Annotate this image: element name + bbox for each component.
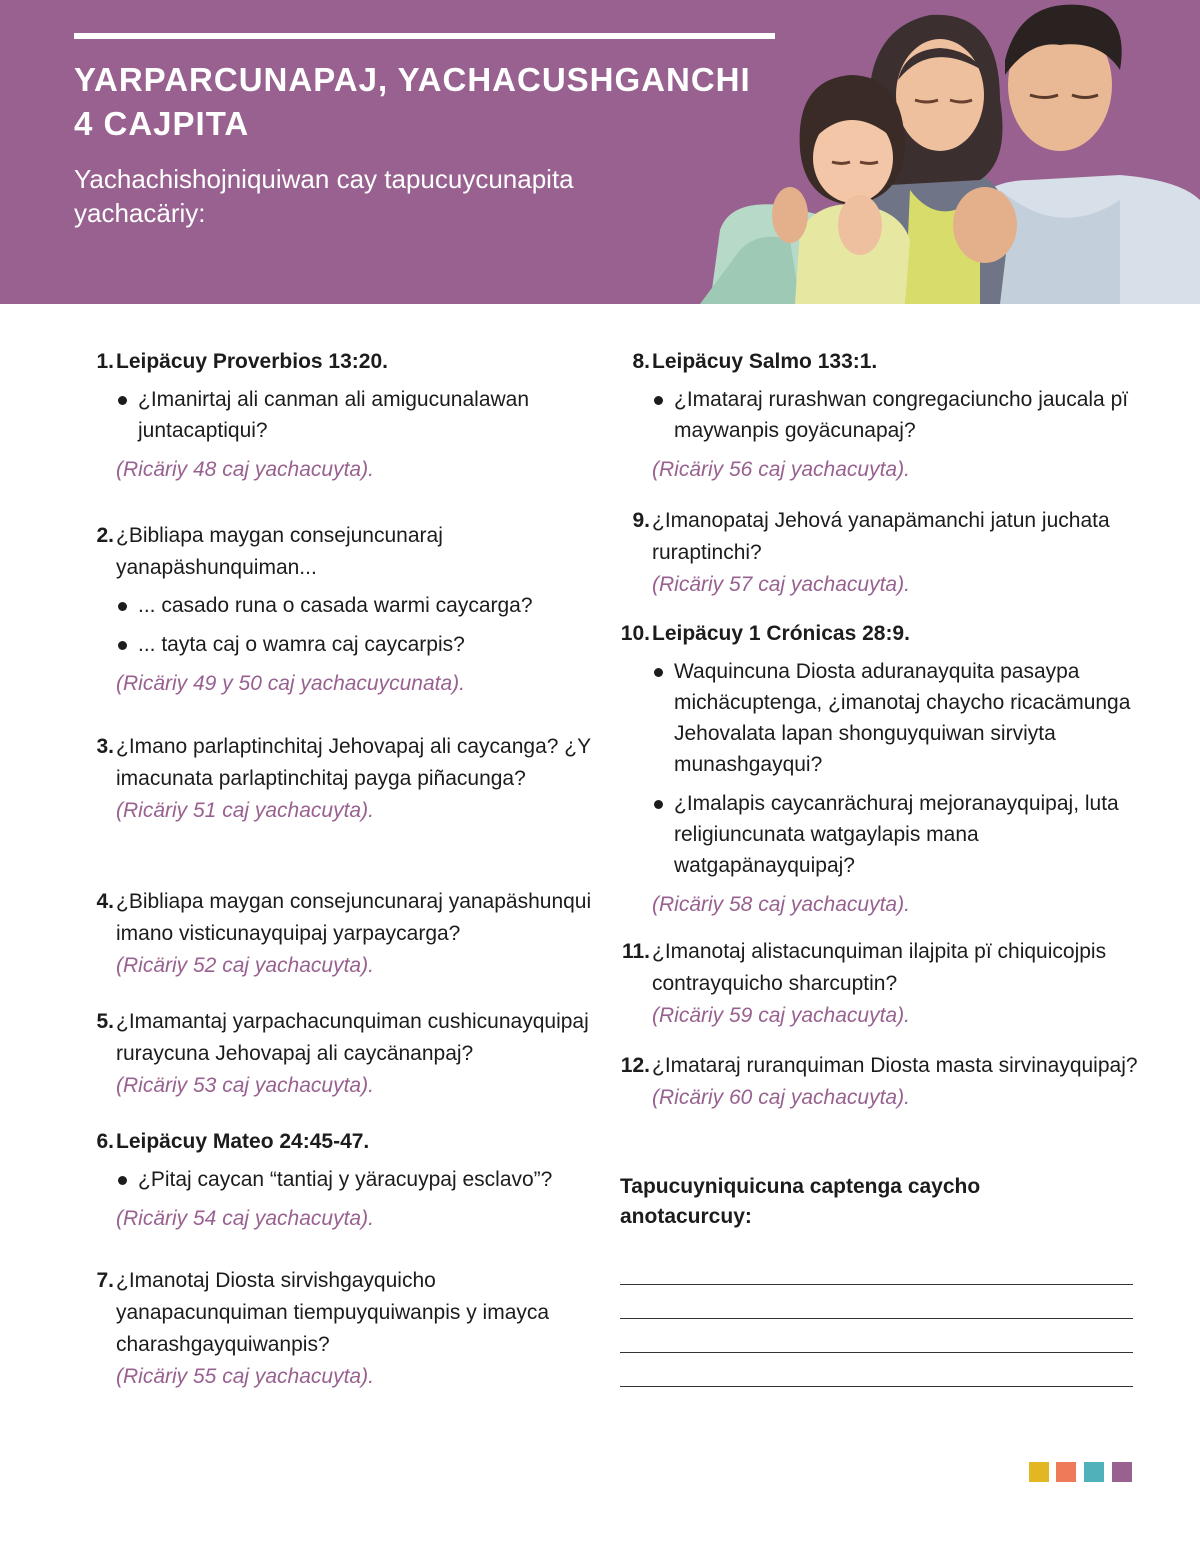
question-text: Leipäcuy Salmo 133:1. — [652, 350, 878, 373]
lesson-reference: (Ricäriy 51 caj yachacuyta). — [116, 799, 374, 822]
swatch-orange — [1056, 1462, 1076, 1482]
question-text: ¿Imanotaj Diosta sirvishgayquicho yanapacunquiman tiempuyquiwanpis y imayca charashgayquiwanpis? — [116, 1269, 550, 1356]
question-text: Leipäcuy Proverbios 13:20. — [116, 350, 388, 373]
bullet-item — [116, 1164, 600, 1195]
bullet-item — [116, 384, 600, 446]
bullet-text: ¿Imanirtaj ali canman ali amigucunalawan juntacaptiqui? — [138, 388, 530, 442]
bullet-item — [116, 590, 600, 621]
bullet-item — [116, 629, 600, 660]
lesson-reference: (Ricäriy 56 caj yachacuyta). — [652, 458, 910, 481]
family-praying-illustration — [700, 0, 1200, 304]
notes-label: Tapucuyniquicuna captenga caycho anotacurcuy: — [620, 1175, 981, 1228]
question-text: ¿Bibliapa maygan consejuncunaraj yanapäshunqui imano visticunayquipaj yarpaycarga? — [116, 890, 592, 945]
bullet-item — [652, 788, 1146, 881]
question-number: 8. — [632, 350, 650, 373]
lesson-reference: (Ricäriy 49 y 50 caj yachacuycunata). — [116, 672, 465, 695]
question-text: ¿Imanopataj Jehová yanapämanchi jatun juchata ruraptinchi? — [652, 509, 1110, 564]
question-item — [616, 505, 1146, 601]
bullet-dot-icon — [118, 641, 127, 650]
lesson-reference: (Ricäriy 60 caj yachacuyta). — [652, 1086, 910, 1109]
question-number: 10. — [620, 622, 650, 645]
bullet-item — [652, 656, 1146, 780]
question-text: Leipäcuy Mateo 24:45-47. — [116, 1130, 370, 1153]
question-bullets — [652, 384, 1146, 446]
bullet-dot-icon — [654, 396, 663, 405]
question-item — [616, 346, 1146, 486]
question-bullets — [116, 384, 600, 446]
question-number: 3. — [96, 735, 114, 758]
header-banner — [0, 0, 1200, 304]
question-number: 5. — [96, 1010, 114, 1033]
question-bullets — [652, 656, 1146, 881]
question-text: ¿Imataraj ruranquiman Diosta masta sirvinayquipaj? — [652, 1054, 1138, 1077]
bullet-dot-icon — [118, 396, 127, 405]
question-text: Leipäcuy 1 Crónicas 28:9. — [652, 622, 910, 645]
swatch-teal — [1084, 1462, 1104, 1482]
swatch-yellow — [1029, 1462, 1049, 1482]
question-number: 11. — [621, 940, 650, 963]
bullet-text: Waquincuna Diosta aduranayquita pasaypa michäcuptenga, ¿imanotaj chaycho ricacämunga Jehovalata lapan shonguyquiwan sirviyta munashgayqui? — [674, 660, 1131, 776]
note-line[interactable] — [620, 1284, 1133, 1285]
lesson-reference: (Ricäriy 53 caj yachacuyta). — [116, 1074, 374, 1097]
bullet-dot-icon — [118, 602, 127, 611]
question-item — [616, 618, 1146, 921]
question-number: 2. — [96, 524, 114, 547]
note-line[interactable] — [620, 1318, 1133, 1319]
note-line[interactable] — [620, 1386, 1133, 1387]
swatch-purple — [1112, 1462, 1132, 1482]
question-number: 7. — [96, 1269, 114, 1292]
lesson-reference: (Ricäriy 58 caj yachacuyta). — [652, 893, 910, 916]
lesson-reference: (Ricäriy 54 caj yachacuyta). — [116, 1207, 374, 1230]
title-line-2: 4 CAJPITA — [74, 105, 250, 142]
question-bullets — [116, 1164, 600, 1195]
question-item — [80, 1265, 600, 1393]
bullet-dot-icon — [654, 800, 663, 809]
question-item — [80, 886, 600, 982]
note-line[interactable] — [620, 1352, 1133, 1353]
question-number: 12. — [620, 1054, 650, 1077]
header-rule — [74, 33, 775, 39]
bullet-text: ¿Pitaj caycan “tantiaj y yäracuypaj esclavo”? — [138, 1168, 553, 1191]
question-text: ¿Imano parlaptinchitaj Jehovapaj ali caycanga? ¿Y imacunata parlaptinchitaj payga piñacunga? — [116, 735, 591, 790]
bullet-item — [652, 384, 1146, 446]
question-item — [616, 936, 1146, 1032]
question-item — [80, 1126, 600, 1235]
lesson-reference: (Ricäriy 55 caj yachacuyta). — [116, 1365, 374, 1388]
question-number: 4. — [96, 890, 114, 913]
bullet-dot-icon — [654, 668, 663, 677]
bullet-text: ¿Imalapis caycanrächuraj mejoranayquipaj, luta religiuncunata watgaylapis mana watgapänayquipaj? — [674, 792, 1119, 877]
question-bullets — [116, 590, 600, 660]
question-item — [80, 731, 600, 827]
bullet-text: ... tayta caj o wamra caj caycarpis? — [138, 633, 465, 656]
question-item — [616, 1050, 1146, 1114]
bullet-dot-icon — [118, 1176, 127, 1185]
question-number: 9. — [632, 509, 650, 532]
lesson-reference: (Ricäriy 57 caj yachacuyta). — [652, 573, 910, 596]
question-item — [80, 1006, 600, 1102]
lesson-reference: (Ricäriy 48 caj yachacuyta). — [116, 458, 374, 481]
question-text: ¿Imamantaj yarpachacunquiman cushicunayquipaj ruraycuna Jehovapaj ali caycänanpaj? — [116, 1010, 589, 1065]
lesson-reference: (Ricäriy 52 caj yachacuyta). — [116, 954, 374, 977]
page-subtitle: Yachachishojniquiwan cay tapucuycunapita yachacäriy: — [74, 164, 574, 228]
bullet-text: ... casado runa o casada warmi caycarga? — [138, 594, 533, 617]
lesson-reference: (Ricäriy 59 caj yachacuyta). — [652, 1004, 910, 1027]
question-text: ¿Imanotaj alistacunquiman ilajpita pï chiquicojpis contrayquicho sharcuptin? — [652, 940, 1107, 995]
question-text: ¿Bibliapa maygan consejuncunaraj yanapäshunquiman... — [116, 524, 443, 579]
question-number: 6. — [96, 1130, 114, 1153]
question-item — [80, 520, 600, 700]
question-number: 1. — [96, 350, 114, 373]
question-item — [80, 346, 600, 486]
title-line-1: YARPARCUNAPAJ, YACHACUSHGANCHI — [74, 61, 751, 98]
bullet-text: ¿Imataraj rurashwan congregaciuncho jaucala pï maywanpis goyäcunapaj? — [674, 388, 1129, 442]
